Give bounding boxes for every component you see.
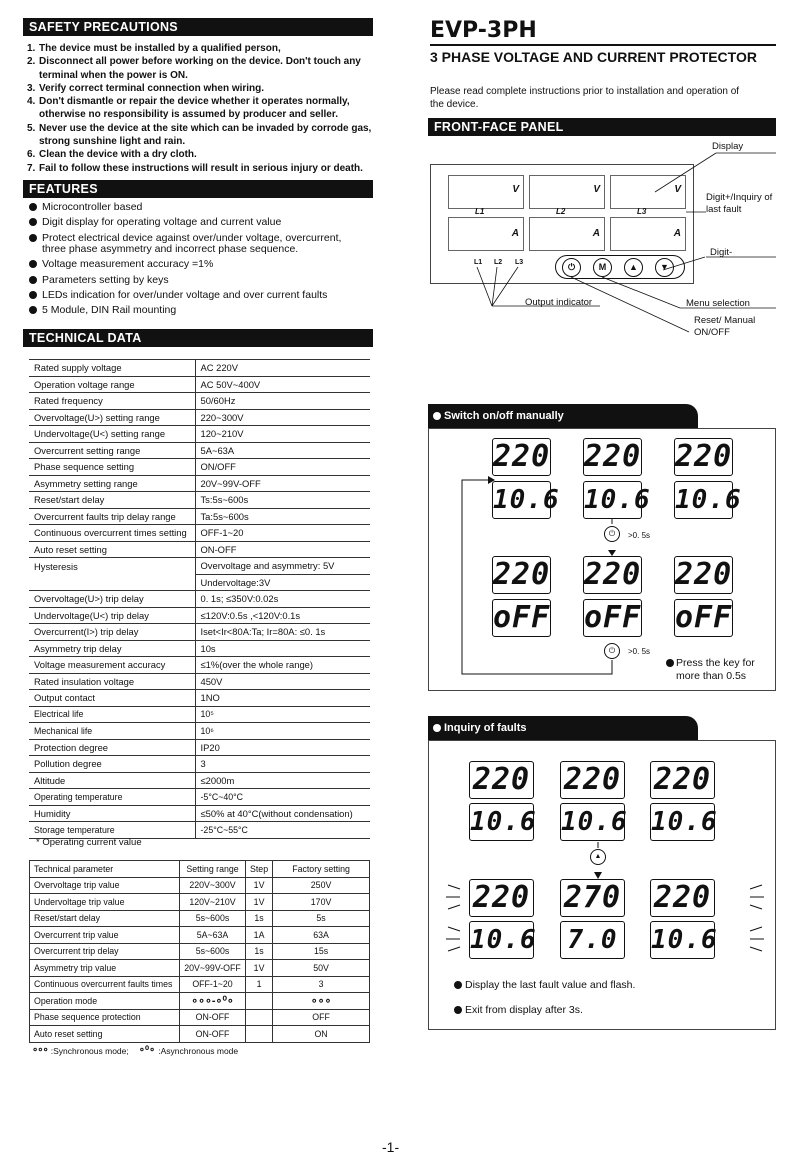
phase-label-l2: L2 (556, 207, 566, 216)
features-header: FEATURES (23, 180, 373, 198)
safety-item-text: The device must be installed by a qualified person, (39, 43, 281, 54)
lcd-a-flash: 10.6 (650, 921, 715, 959)
lcd-fault-v: 270 (560, 879, 625, 917)
tech-value: AC 220V (195, 360, 370, 377)
async-mode-icon: ∘⁰∘ (138, 1045, 156, 1056)
setting-range: 20V~99V-OFF (180, 960, 246, 977)
callout-display: Display (712, 141, 744, 152)
safety-header: SAFETY PRECAUTIONS (23, 18, 373, 36)
tech-value: Undervoltage:3V (195, 574, 370, 591)
led-label-l1: L1 (474, 259, 483, 266)
bullet (454, 981, 462, 989)
features-list (27, 200, 377, 319)
delay-label: >0. 5s (628, 531, 651, 540)
setting-factory: 170V (273, 894, 370, 911)
tech-value: -5°C~40°C (195, 789, 370, 806)
tech-table (29, 359, 370, 839)
setting-factory: 3 (273, 976, 370, 993)
tech-row (29, 739, 370, 756)
tech-row (29, 624, 370, 641)
setting-step: 1V (246, 894, 273, 911)
setting-step (246, 993, 273, 1010)
page-number: -1- (382, 1139, 400, 1155)
tech-row (29, 723, 370, 740)
power-key[interactable]: ⏻ (562, 258, 581, 277)
power-key-icon: ⏻ (604, 526, 620, 542)
tech-value: OFF-1~20 (195, 525, 370, 542)
tech-row (29, 376, 370, 393)
setting-param: Reset/start delay (30, 910, 180, 927)
settings-table (29, 860, 370, 1043)
unit-v: V (593, 184, 600, 195)
up-key[interactable]: ▲ (624, 258, 643, 277)
tech-row (29, 525, 370, 542)
inquiry-tab: Inquiry of faults (428, 716, 698, 740)
tech-param: Altitude (29, 772, 195, 789)
tech-param: Operating temperature (29, 789, 195, 806)
tech-row (29, 459, 370, 476)
tech-param: Rated insulation voltage (29, 673, 195, 690)
tech-row (29, 756, 370, 773)
tech-value: ON/OFF (195, 459, 370, 476)
safety-item-number: 3. (27, 82, 36, 94)
settings-row (30, 877, 370, 894)
setting-range: ON-OFF (180, 1009, 246, 1026)
sync-mode-icon: ∘∘∘ (32, 1045, 48, 1056)
tech-param (29, 574, 195, 591)
tech-value: Iset<Ir<80A:Ta; Ir=80A: ≤0. 1s (195, 624, 370, 641)
setting-param: Overcurrent trip value (30, 927, 180, 944)
safety-item-text: Verify correct terminal connection when wiring. (39, 82, 265, 94)
feature-item (27, 231, 377, 255)
safety-item-number: 7. (27, 162, 36, 174)
setting-param: Continuous overcurrent faults times (30, 976, 180, 993)
flash-marks (440, 875, 770, 965)
setting-step: 1s (246, 943, 273, 960)
lcd-v: 220 (584, 557, 642, 592)
col-header: Factory setting (273, 861, 370, 878)
tech-value: 1NO (195, 690, 370, 707)
lcd-off: oFF (584, 600, 642, 635)
unit-a: A (673, 228, 681, 239)
tech-row (29, 409, 370, 426)
safety-item-text: Clean the device with a dry cloth. (39, 149, 197, 161)
tech-value: 10s (195, 640, 370, 657)
tech-row (29, 690, 370, 707)
up-key-icon: ▲ (590, 849, 606, 865)
safety-item-number: 2. (27, 56, 36, 68)
tech-note: * Operating current value (36, 837, 142, 848)
tech-value: 120~210V (195, 426, 370, 443)
setting-factory: 63A (273, 927, 370, 944)
tech-header: TECHNICAL DATA (23, 329, 373, 347)
settings-row (30, 960, 370, 977)
tech-param: Overcurrent(I>) trip delay (29, 624, 195, 641)
setting-factory: 5s (273, 910, 370, 927)
setting-param: Asymmetry trip value (30, 960, 180, 977)
subtitle: 3 PHASE VOLTAGE AND CURRENT PROTECTOR (430, 49, 757, 65)
col-header: Technical parameter (30, 861, 180, 878)
setting-step: 1A (246, 927, 273, 944)
settings-row (30, 910, 370, 927)
tech-param: Humidity (29, 805, 195, 822)
safety-item-number: 1. (27, 43, 36, 54)
tech-row (29, 426, 370, 443)
feature-item: Voltage measurement accuracy =1% (27, 257, 377, 272)
front-panel-callout-lines (430, 140, 780, 340)
unit-v: V (674, 184, 681, 195)
lcd-a: 10.6 (560, 803, 625, 841)
tech-row (29, 772, 370, 789)
tech-param: Storage temperature (29, 822, 195, 839)
phase-label-l3: L3 (637, 207, 647, 216)
sync-mode-icon: ∘∘∘ (310, 995, 332, 1008)
lcd-v-flash: 220 (469, 879, 534, 917)
setting-factory: 15s (273, 943, 370, 960)
lcd-v: 220 (675, 439, 733, 474)
tech-param: Mechanical life (29, 723, 195, 740)
setting-factory: 250V (273, 877, 370, 894)
tech-row (29, 822, 370, 839)
setting-step: 1 (246, 976, 273, 993)
tech-param: Voltage measurement accuracy (29, 657, 195, 674)
tech-row (29, 805, 370, 822)
feature-item: 5 Module, DIN Rail mounting (27, 303, 377, 318)
lcd-off: oFF (675, 600, 733, 635)
tech-value: 450V (195, 673, 370, 690)
setting-factory: OFF (273, 1009, 370, 1026)
safety-list (27, 42, 377, 175)
setting-factory (273, 993, 370, 1010)
lcd-a: 10.6 (650, 803, 715, 841)
tech-row (29, 442, 370, 459)
switch-loop-arrow (455, 470, 625, 685)
safety-item (27, 82, 377, 95)
setting-range: 220V~300V (180, 877, 246, 894)
tech-value: ≤120V:0.5s ,<120V:0.1s (195, 607, 370, 624)
switch-tab: Switch on/off manually (428, 404, 698, 428)
safety-item-text: Fail to follow these instructions will result in serious injury or death. (39, 162, 363, 174)
tech-param: Protection degree (29, 739, 195, 756)
tech-value: 5A~63A (195, 442, 370, 459)
switch-note (666, 657, 766, 682)
tech-value: 10⁶ (195, 723, 370, 740)
feature-item: Digit display for operating voltage and current value (27, 215, 377, 230)
setting-range: 120V~210V (180, 894, 246, 911)
lcd-a-flash: 10.6 (469, 921, 534, 959)
feature-text-cont: three phase asymmetry and incorrect phase sequence. (42, 243, 299, 256)
setting-param: Overcurrent trip delay (30, 943, 180, 960)
tech-param: Undervoltage(U<) trip delay (29, 607, 195, 624)
safety-item (27, 42, 377, 55)
unit-v: V (512, 184, 519, 195)
tech-param: Hysteresis (29, 558, 195, 575)
setting-step (246, 1026, 273, 1043)
tech-value: 10⁵ (195, 706, 370, 723)
tech-value: Ts:5s~600s (195, 492, 370, 509)
tech-value: 50/60Hz (195, 393, 370, 410)
lcd-v: 220 (469, 761, 534, 799)
tech-row (29, 541, 370, 558)
lcd-a: 10.6 (674, 481, 733, 519)
title-rule (430, 44, 776, 46)
lcd-v: 220 (493, 439, 551, 474)
inquiry-note-2-text: Exit from display after 3s. (465, 1004, 583, 1016)
safety-item-text: Never use the device at the site which can be invaded by corrode gas, strong sunshine light and rain. (39, 122, 372, 148)
tech-param: Rated supply voltage (29, 360, 195, 377)
safety-item-number: 4. (27, 96, 36, 108)
menu-key[interactable]: M (593, 258, 612, 277)
callout-reset: Reset/ Manual ON/OFF (694, 315, 756, 338)
col-header: Step (246, 861, 273, 878)
lcd-v: 220 (560, 761, 625, 799)
callout-digit-minus: Digit- (710, 247, 733, 258)
feature-item: LEDs indication for over/under voltage and over current faults (27, 288, 377, 303)
tech-param: Overvoltage(U>) trip delay (29, 591, 195, 608)
unit-a: A (511, 228, 519, 239)
tech-value: -25°C~55°C (195, 822, 370, 839)
tech-param: Auto reset setting (29, 541, 195, 558)
tech-param: Asymmetry setting range (29, 475, 195, 492)
setting-param: Auto reset setting (30, 1026, 180, 1043)
lcd-v: 220 (493, 557, 551, 592)
settings-row (30, 894, 370, 911)
tech-value: AC 50V~400V (195, 376, 370, 393)
feature-text: Protect electrical device against over/under voltage, overcurrent, (42, 231, 342, 244)
setting-step: 1V (246, 960, 273, 977)
lcd-a: 10.6 (469, 803, 534, 841)
setting-param: Operation mode (30, 993, 180, 1010)
setting-range: ON-OFF (180, 1026, 246, 1043)
setting-factory: 50V (273, 960, 370, 977)
tech-value: ON-OFF (195, 541, 370, 558)
tech-param: Phase sequence setting (29, 459, 195, 476)
callout-menu: Menu selection (686, 298, 750, 309)
tech-row (29, 558, 370, 575)
tech-row (29, 706, 370, 723)
front-panel-header: FRONT-FACE PANEL (428, 118, 776, 136)
tech-row (29, 360, 370, 377)
inquiry-note-1 (454, 979, 635, 991)
lcd-a: 10.6 (583, 481, 642, 519)
tech-row (29, 673, 370, 690)
tech-value: ≤1%(over the whole range) (195, 657, 370, 674)
lcd-fault-a: 7.0 (560, 921, 625, 959)
safety-item-text: Disconnect all power before working on the device. Don't touch any terminal when the power is ON. (39, 56, 361, 81)
tech-row (29, 657, 370, 674)
tech-value: 0. 1s; ≤350V:0.02s (195, 591, 370, 608)
bullet (666, 659, 674, 667)
model-title: EVP-3PH (430, 18, 537, 43)
tech-param: Reset/start delay (29, 492, 195, 509)
col-header: Setting range (180, 861, 246, 878)
tech-param: Continuous overcurrent times setting (29, 525, 195, 542)
tech-value: IP20 (195, 739, 370, 756)
settings-row (30, 1026, 370, 1043)
power-key-icon: ⏻ (604, 643, 620, 659)
tech-row (29, 607, 370, 624)
setting-factory: ON (273, 1026, 370, 1043)
phase-label-l1: L1 (475, 207, 485, 216)
safety-item (27, 162, 377, 175)
tech-row (29, 574, 370, 591)
settings-row (30, 943, 370, 960)
mode-icons-both: ∘∘∘-∘⁰∘ (191, 995, 234, 1008)
tech-value: Overvoltage and asymmetry: 5V (195, 558, 370, 575)
tech-value: 220~300V (195, 409, 370, 426)
lcd-v-flash: 220 (650, 879, 715, 917)
unit-a: A (592, 228, 600, 239)
sync-mode-label: :Synchronous mode; (50, 1045, 129, 1056)
tech-value: ≤50% at 40°C(without condensation) (195, 805, 370, 822)
tech-value: 20V~99V-OFF (195, 475, 370, 492)
safety-item-text: Don't dismantle or repair the device whether it operates normally, otherwise no responsibility is assumed by producer and seller. (39, 96, 350, 121)
inquiry-note-2 (454, 1004, 583, 1016)
setting-param: Phase sequence protection (30, 1009, 180, 1026)
callout-output: Output indicator (525, 297, 593, 308)
safety-item (27, 148, 377, 161)
tech-value: Ta:5s~600s (195, 508, 370, 525)
setting-range: 5s~600s (180, 943, 246, 960)
tech-param: Electrical life (29, 706, 195, 723)
switch-note-text: Press the key for more than 0.5s (676, 657, 755, 682)
mode-legend (32, 1045, 238, 1056)
setting-range: 5s~600s (180, 910, 246, 927)
tech-param: Overvoltage(U>) setting range (29, 409, 195, 426)
tech-row (29, 492, 370, 509)
setting-range: OFF-1~20 (180, 976, 246, 993)
tech-param: Undervoltage(U<) setting range (29, 426, 195, 443)
settings-row (30, 927, 370, 944)
tech-row (29, 789, 370, 806)
tech-param: Rated frequency (29, 393, 195, 410)
tech-param: Output contact (29, 690, 195, 707)
tech-row (29, 393, 370, 410)
tech-value: 3 (195, 756, 370, 773)
bullet (454, 1006, 462, 1014)
lcd-v: 220 (675, 557, 733, 592)
safety-item (27, 95, 377, 122)
async-mode-label: :Asynchronous mode (158, 1045, 239, 1056)
safety-item (27, 55, 377, 82)
tech-row (29, 475, 370, 492)
led-label-l2: L2 (494, 259, 503, 266)
setting-range (180, 993, 246, 1010)
lcd-off: oFF (493, 600, 551, 635)
settings-row (30, 976, 370, 993)
tech-row (29, 640, 370, 657)
setting-param: Undervoltage trip value (30, 894, 180, 911)
tech-row (29, 591, 370, 608)
settings-row (30, 1009, 370, 1026)
setting-range: 5A~63A (180, 927, 246, 944)
callout-digit-plus: Digit+/Inquiry of last fault (706, 192, 773, 215)
setting-param: Overvoltage trip value (30, 877, 180, 894)
settings-row (30, 993, 370, 1010)
tech-param: Overcurrent setting range (29, 442, 195, 459)
tech-row (29, 508, 370, 525)
inquiry-note-1-text: Display the last fault value and flash. (465, 979, 636, 991)
tech-param: Pollution degree (29, 756, 195, 773)
led-label-l3: L3 (515, 259, 524, 266)
tech-value: ≤2000m (195, 772, 370, 789)
lcd-a: 10.6 (492, 481, 551, 519)
delay-label: >0. 5s (628, 647, 651, 656)
tech-param: Asymmetry trip delay (29, 640, 195, 657)
safety-item-number: 5. (27, 122, 36, 134)
setting-step (246, 1009, 273, 1026)
down-key[interactable]: ▼ (655, 258, 674, 277)
intro-text: Please read complete instructions prior to installation and operation of the device. (430, 86, 740, 110)
setting-step: 1s (246, 910, 273, 927)
feature-item: Microcontroller based (27, 200, 377, 215)
lcd-v: 220 (650, 761, 715, 799)
safety-item-number: 6. (27, 149, 36, 161)
tech-param: Operation voltage range (29, 376, 195, 393)
safety-item (27, 122, 377, 149)
tech-param: Overcurrent faults trip delay range (29, 508, 195, 525)
feature-item: Parameters setting by keys (27, 273, 377, 288)
setting-step: 1V (246, 877, 273, 894)
lcd-v: 220 (584, 439, 642, 474)
